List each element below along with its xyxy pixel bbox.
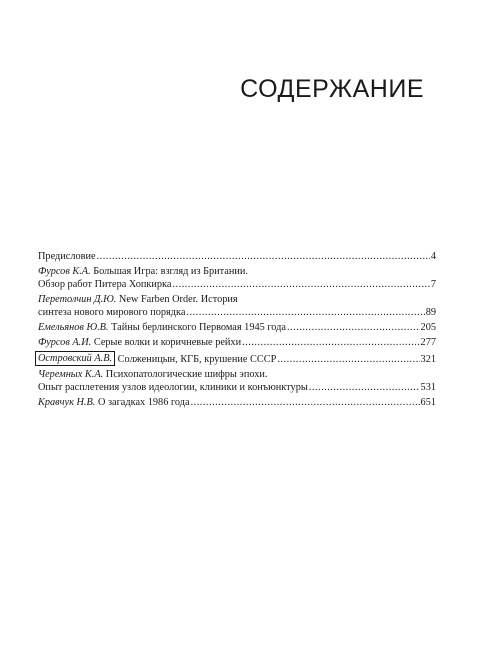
toc-entry bbox=[38, 336, 436, 349]
dot-leader bbox=[242, 336, 419, 349]
entry-author: Фурсов К.А. bbox=[38, 266, 91, 277]
toc-entry bbox=[38, 293, 436, 319]
toc-entry bbox=[38, 351, 436, 366]
dot-leader bbox=[287, 321, 420, 334]
entry-title-continued: синтеза нового мирового порядка bbox=[38, 307, 186, 318]
page-number: 4 bbox=[430, 251, 436, 262]
page-number: 321 bbox=[420, 354, 436, 365]
dot-leader bbox=[186, 306, 424, 319]
entry-title: О загадках 1986 года bbox=[97, 397, 190, 408]
page-number: 651 bbox=[420, 397, 436, 408]
entry-author: Перетолчин Д.Ю. bbox=[38, 294, 117, 305]
entry-author-highlighted: Островский А.В. bbox=[35, 351, 115, 366]
entry-author: Кравчук Н.В. bbox=[38, 397, 96, 408]
page-number: 531 bbox=[420, 382, 436, 393]
page-number: 89 bbox=[425, 307, 436, 318]
page-number: 277 bbox=[420, 337, 436, 348]
dot-leader bbox=[172, 278, 429, 291]
entry-title: Тайны берлинского Первомая 1945 года bbox=[111, 322, 286, 333]
entry-title: Предисловие bbox=[38, 251, 96, 262]
entry-title-continued: Обзор работ Питера Хопкирка bbox=[38, 279, 172, 290]
entry-author: Емельянов Ю.В. bbox=[38, 322, 109, 333]
entry-title: Солженицын, КГБ, крушение СССР bbox=[117, 354, 277, 365]
dot-leader bbox=[277, 353, 419, 366]
page-number: 205 bbox=[420, 322, 436, 333]
dot-leader bbox=[97, 250, 430, 263]
dot-leader bbox=[309, 381, 420, 394]
entry-author: Черемных К.А. bbox=[38, 369, 104, 380]
table-of-contents bbox=[38, 250, 436, 409]
dot-leader bbox=[191, 396, 420, 409]
toc-entry bbox=[38, 396, 436, 409]
toc-entry bbox=[38, 265, 436, 291]
toc-entry bbox=[38, 321, 436, 334]
entry-title: New Farben Order. История bbox=[118, 294, 238, 305]
entry-author: Фурсов А.И. bbox=[38, 337, 92, 348]
toc-entry bbox=[38, 250, 436, 263]
entry-title: Серые волки и коричневые рейхи bbox=[93, 337, 242, 348]
page-number: 7 bbox=[430, 279, 436, 290]
entry-title: Большая Игра: взгляд из Британии. bbox=[93, 266, 248, 277]
entry-title-continued: Опыт расплетения узлов идеологии, клиники и конъюнктуры bbox=[38, 382, 308, 393]
entry-title: Психопатологические шифры эпохи. bbox=[105, 369, 268, 380]
page-title: СОДЕРЖАНИЕ bbox=[240, 75, 424, 103]
toc-entry bbox=[38, 368, 436, 394]
